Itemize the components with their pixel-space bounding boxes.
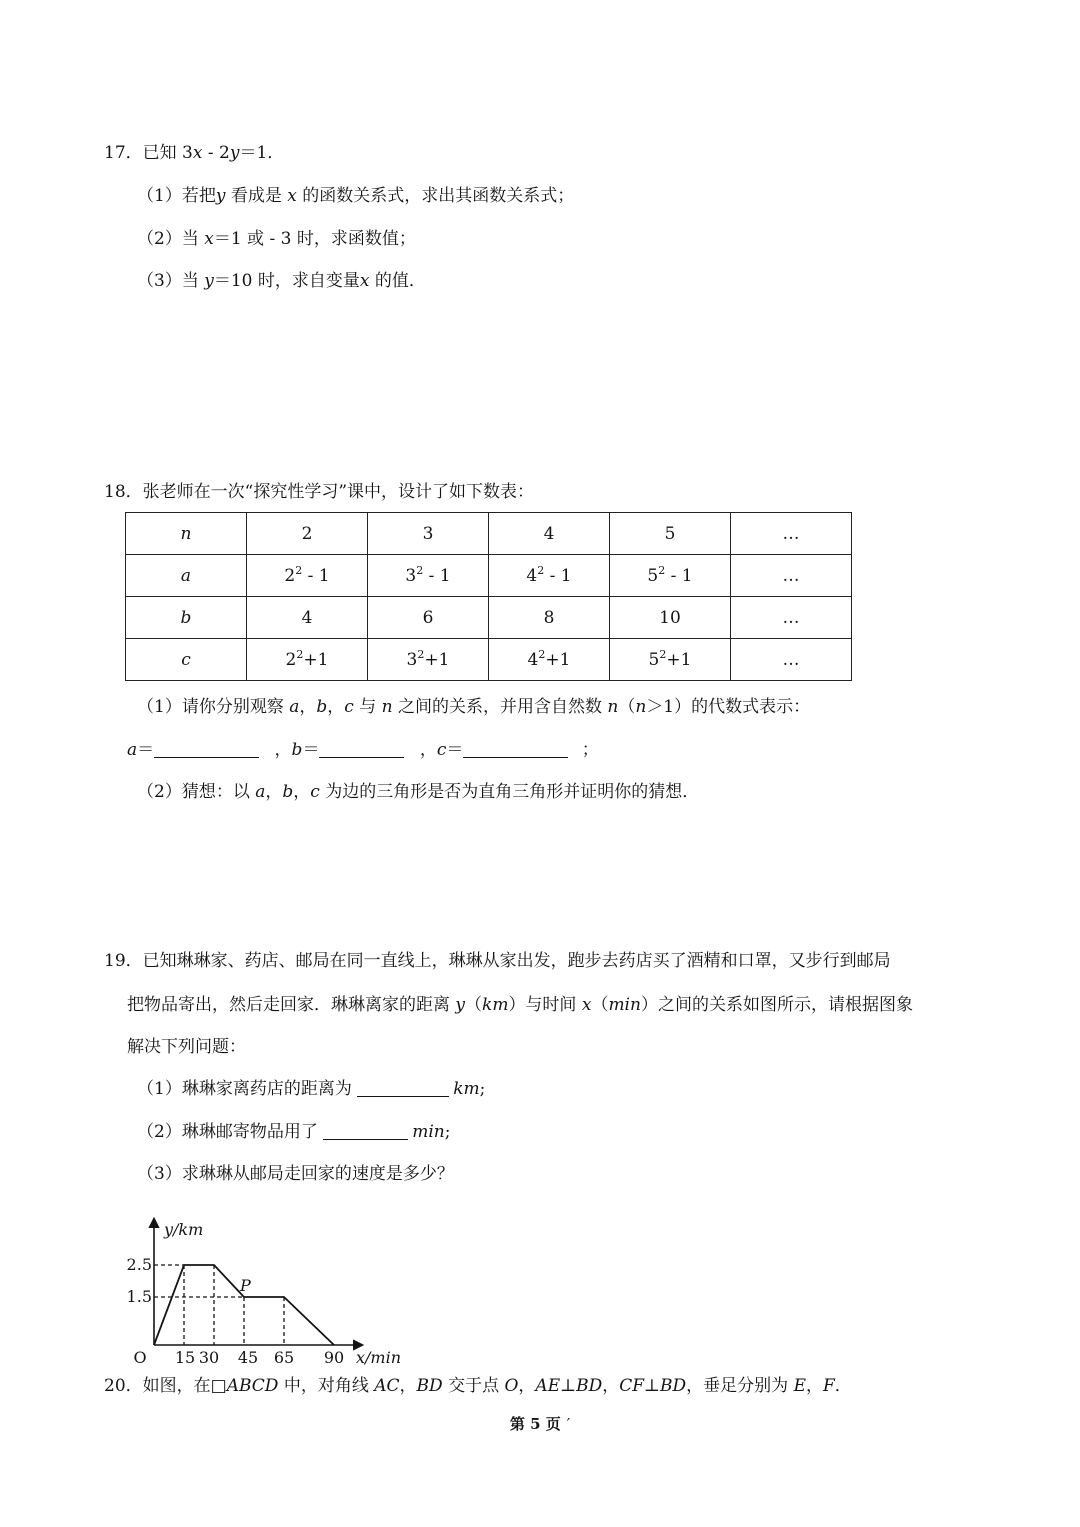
x-tick-label: 15 <box>174 1348 196 1367</box>
table-row-a <box>126 555 852 597</box>
q19-part1: （1）琳琳家离药店的距离为 km; <box>137 1079 486 1099</box>
q19-part2: （2）琳琳邮寄物品用了 min; <box>137 1122 451 1142</box>
table-head-n: n <box>126 513 247 555</box>
q18-part2: （2）猜想：以 a，b，c 为边的三角形是否为直角三角形并证明你的猜想． <box>137 782 700 802</box>
table-cell: 5 <box>610 513 731 555</box>
table-cell: $4^2+1$ <box>489 639 610 681</box>
q20-stem: 20．如图，在□ABCD 中，对角线 AC，BD 交于点 O，AE⊥BD，CF⊥BD，垂足分别为 E，F． <box>104 1376 852 1396</box>
q17-part1: （1）若把y 看成是 x 的函数关系式，求出其函数关系式； <box>137 186 575 206</box>
table-cell: 4 <box>247 597 368 639</box>
table-cell: 2 <box>247 513 368 555</box>
answer-blank-a[interactable] <box>154 739 259 758</box>
table-cell: $3^2 - 1$ <box>368 555 489 597</box>
table-cell: … <box>731 597 852 639</box>
table-cell: 8 <box>489 597 610 639</box>
q18-fill-line: a＝ ，b＝ ，c＝ ； <box>127 740 599 760</box>
q17-part3: （3）当 y＝10 时，求自变量x 的值． <box>137 271 426 291</box>
page-mark: ′ <box>566 1415 571 1433</box>
answer-blank-distance[interactable] <box>357 1078 449 1097</box>
table-row-c <box>126 639 852 681</box>
answer-blank-time[interactable] <box>323 1121 408 1140</box>
table-cell: … <box>731 639 852 681</box>
table-cell: 3 <box>368 513 489 555</box>
y-axis-label: y/km <box>164 1220 204 1239</box>
table-head-b: b <box>126 597 247 639</box>
table-cell: 4 <box>489 513 610 555</box>
distance-time-graph <box>120 1198 402 1367</box>
q17-stem: 17．已知 3x - 2y＝1． <box>104 143 285 163</box>
q17-part2: （2）当 x＝1 或 - 3 时，求函数值； <box>137 229 416 249</box>
page-footer <box>0 1413 1080 1434</box>
table-cell: … <box>731 555 852 597</box>
table-cell: $5^2 - 1$ <box>610 555 731 597</box>
table-cell: $4^2 - 1$ <box>489 555 610 597</box>
q18-part1: （1）请你分别观察 a，b，c 与 n 之间的关系，并用含自然数 n（n＞1）的代数式表示： <box>137 697 811 717</box>
answer-blank-c[interactable] <box>463 739 568 758</box>
table-cell: $3^2+1$ <box>368 639 489 681</box>
number-table <box>125 512 852 681</box>
table-cell: 10 <box>610 597 731 639</box>
table-head-a: a <box>126 555 247 597</box>
point-p-label: P <box>240 1276 251 1295</box>
table-cell: $2^2 - 1$ <box>247 555 368 597</box>
q19-part3: （3）求琳琳从邮局走回家的速度是多少？ <box>137 1164 454 1184</box>
x-tick-label: 30 <box>198 1348 220 1367</box>
q18-stem: 18．张老师在一次“探究性学习”课中，设计了如下数表： <box>104 482 535 502</box>
x-axis-label: x/min <box>356 1348 402 1367</box>
q19-stem-line3: 解决下列问题： <box>127 1037 246 1057</box>
q19-stem-line1: 19．已知琳琳家、药店、邮局在同一直线上，琳琳从家出发，跑步去药店买了酒精和口罩，又步行到邮局 <box>104 951 891 971</box>
answer-blank-b[interactable] <box>319 739 404 758</box>
page-number: 第 5 页 <box>509 1415 561 1433</box>
origin-label: O <box>133 1348 147 1367</box>
x-tick-label: 65 <box>273 1348 295 1367</box>
y-tick-label: 1.5 <box>126 1287 152 1306</box>
x-tick-label: 90 <box>323 1348 345 1367</box>
table-head-c: c <box>126 639 247 681</box>
table-row-b <box>126 597 852 639</box>
table-cell: $5^2+1$ <box>610 639 731 681</box>
y-tick-label: 2.5 <box>126 1255 152 1274</box>
table-cell: $2^2+1$ <box>247 639 368 681</box>
table-row-n <box>126 513 852 555</box>
table-cell: … <box>731 513 852 555</box>
table-cell: 6 <box>368 597 489 639</box>
guide-lines <box>154 1265 284 1345</box>
q19-stem-line2: 把物品寄出，然后走回家．琳琳离家的距离 y（km）与时间 x（min）之间的关系如图所示，请根据图象 <box>127 995 913 1015</box>
x-tick-label: 45 <box>237 1348 259 1367</box>
